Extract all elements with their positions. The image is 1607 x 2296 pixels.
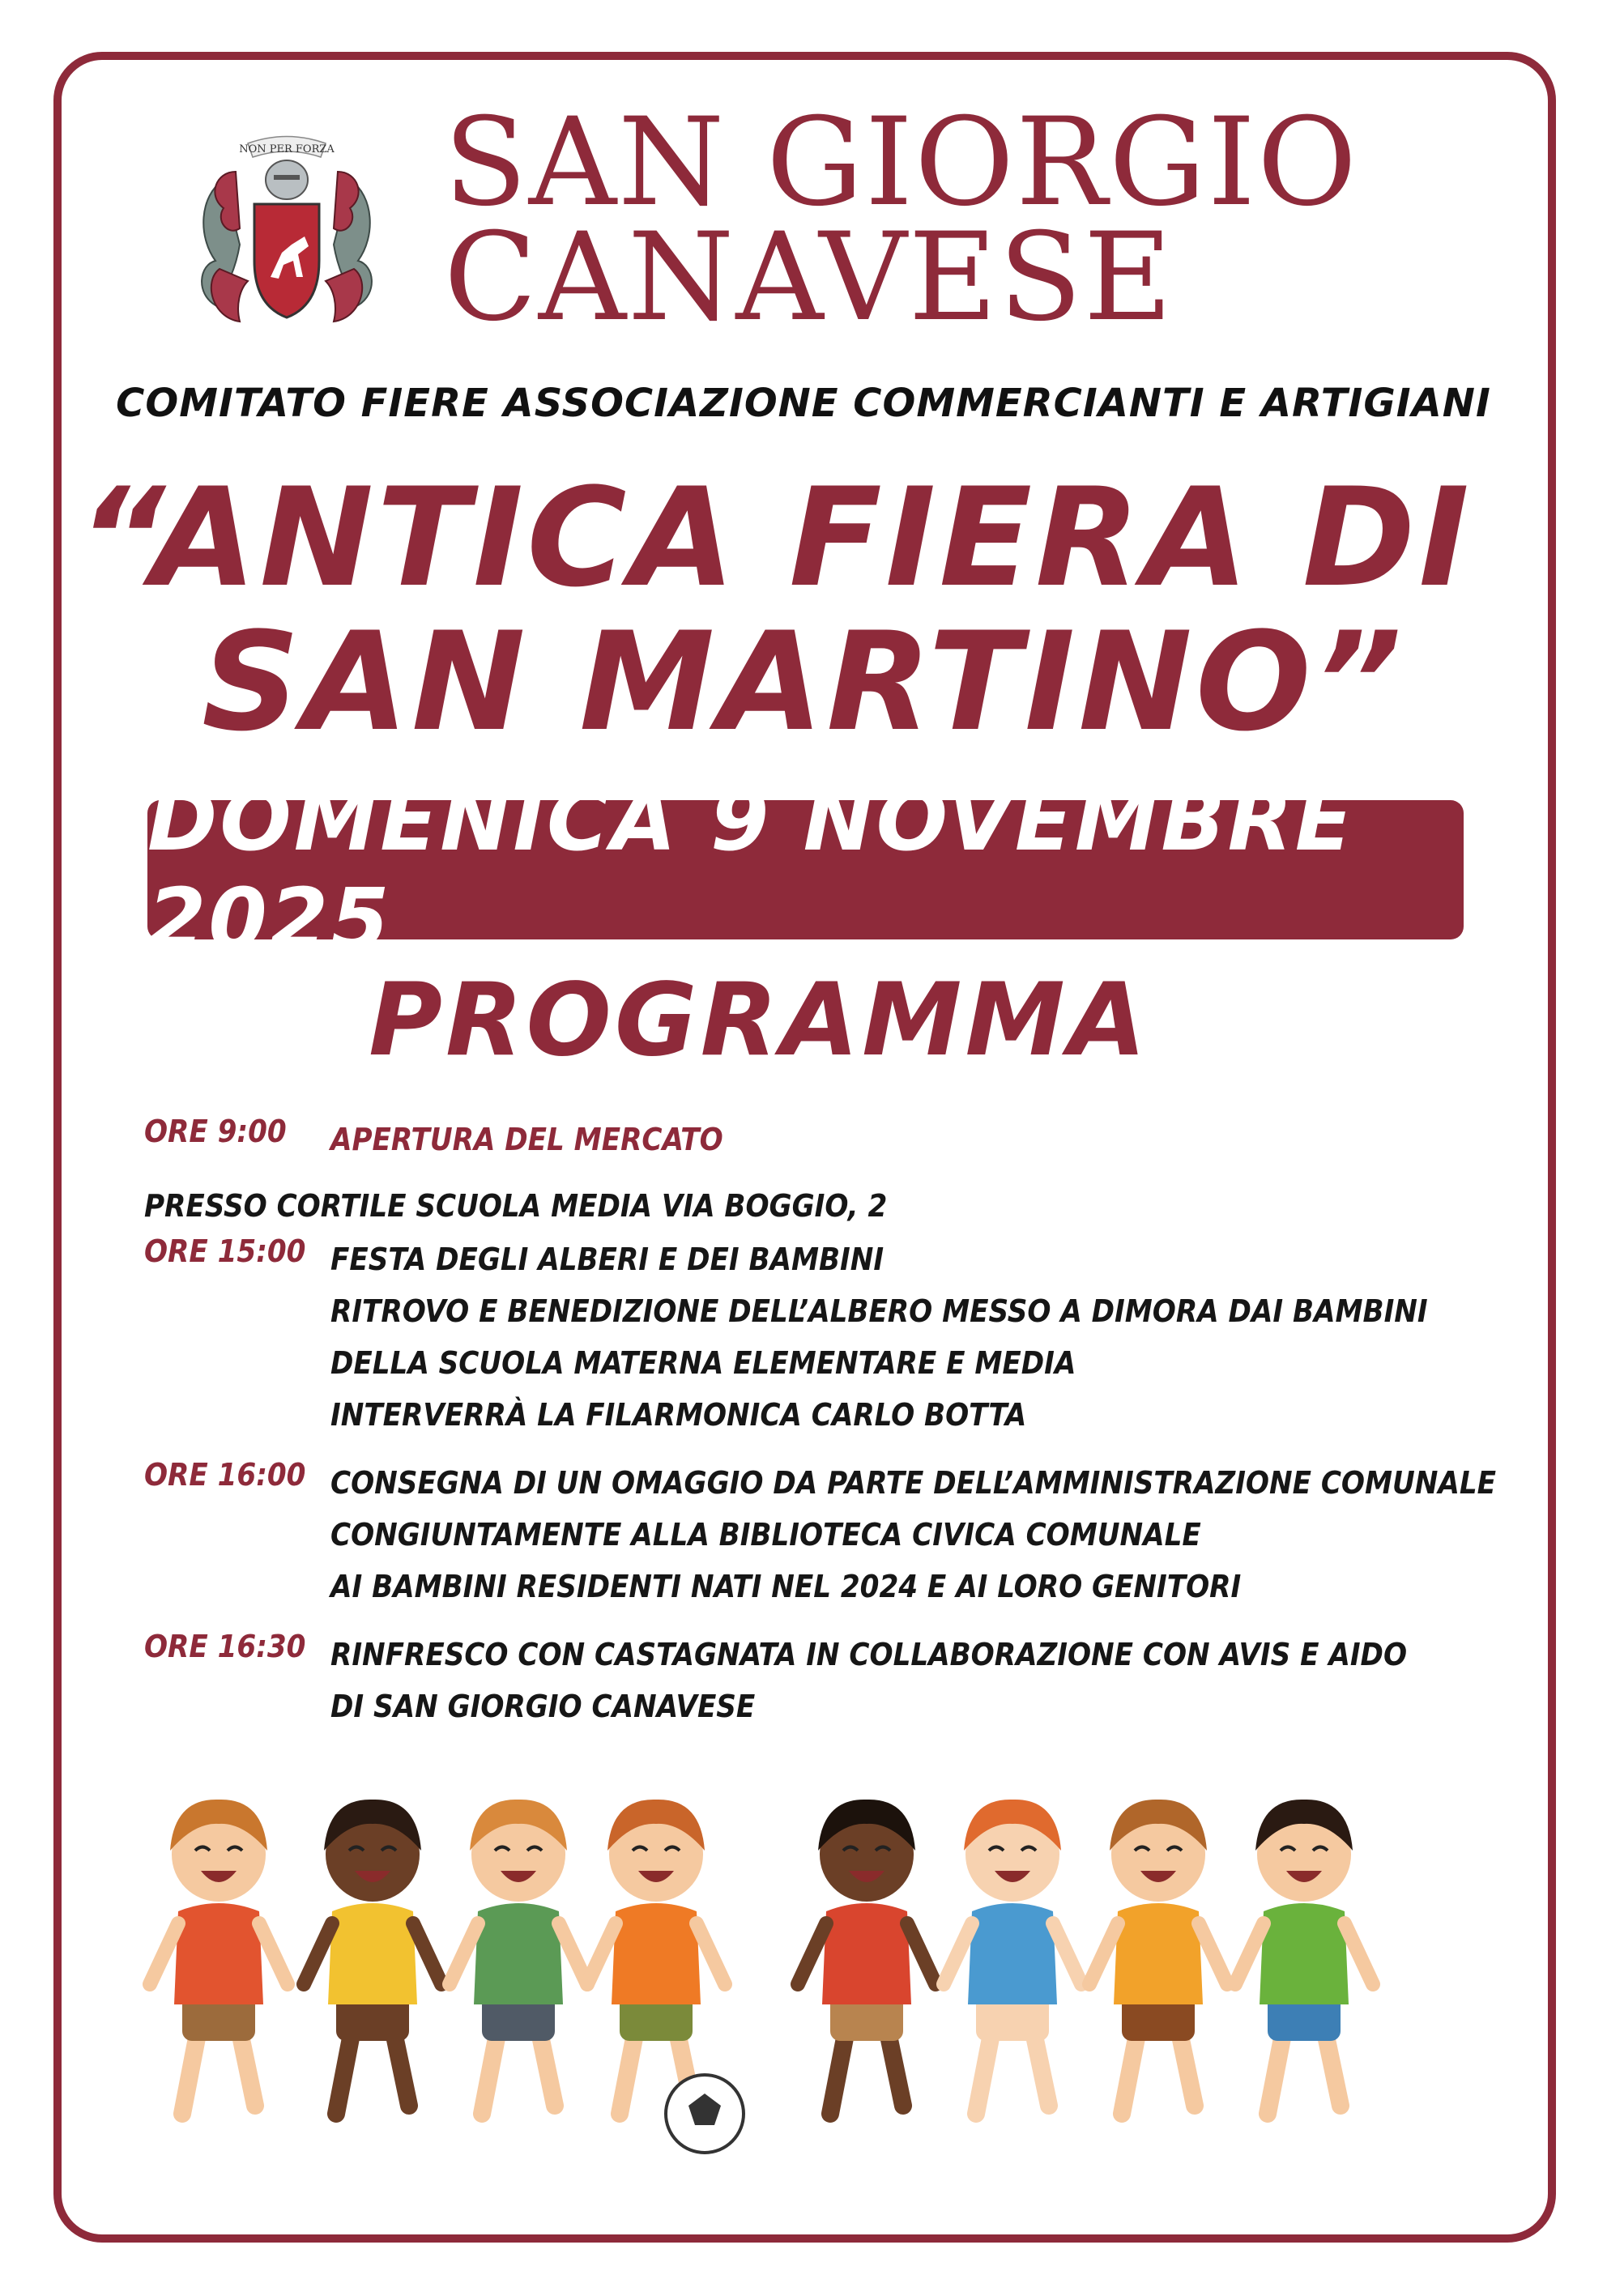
event-title-line2: SAN MARTINO” bbox=[202, 603, 1405, 761]
child-figure bbox=[1235, 1800, 1373, 2114]
child-figure bbox=[944, 1800, 1081, 2114]
child-figure bbox=[450, 1800, 587, 2114]
program-item bbox=[144, 1114, 1537, 1165]
town-name-line2: CANAVESE bbox=[444, 207, 1174, 348]
child-figure bbox=[798, 1800, 936, 2114]
event-date-banner bbox=[147, 771, 1464, 969]
organizer-line: COMITATO FIERE ASSOCIAZIONE COMMERCIANTI E ARTIGIANI bbox=[116, 381, 1491, 426]
event-title-line1: “ANTICA FIERA DI bbox=[78, 458, 1473, 617]
program-venue: PRESSO CORTILE SCUOLA MEDIA VIA BOGGIO, 2 bbox=[144, 1188, 888, 1224]
program-schedule bbox=[144, 1114, 1537, 1732]
program-item bbox=[144, 1629, 1537, 1732]
child-figure bbox=[304, 1800, 441, 2114]
event-title bbox=[0, 458, 1607, 761]
program-time: ORE 16:00 bbox=[144, 1457, 306, 1493]
crest-motto: NON PER FORZA bbox=[239, 143, 335, 155]
running-children-illustration bbox=[138, 1766, 1474, 2170]
program-line: DELLA SCUOLA MATERNA ELEMENTARE E MEDIA bbox=[330, 1345, 1076, 1381]
program-line: CONSEGNA DI UN OMAGGIO DA PARTE DELL’AMMINISTRAZIONE COMUNALE bbox=[330, 1465, 1496, 1501]
program-line: APERTURA DEL MERCATO bbox=[330, 1122, 723, 1157]
child-figure bbox=[587, 1800, 725, 2114]
program-time: ORE 9:00 bbox=[144, 1114, 287, 1149]
coat-of-arms-icon bbox=[191, 123, 382, 334]
program-line: CONGIUNTAMENTE ALLA BIBLIOTECA CIVICA COMUNALE bbox=[330, 1517, 1201, 1553]
program-line: DI SAN GIORGIO CANAVESE bbox=[330, 1689, 756, 1724]
program-line: AI BAMBINI RESIDENTI NATI NEL 2024 E AI LORO GENITORI bbox=[330, 1569, 1242, 1604]
program-item bbox=[144, 1457, 1537, 1612]
town-name-line1: SAN GIORGIO bbox=[444, 92, 1359, 233]
program-line: INTERVERRÀ LA FILARMONICA CARLO BOTTA bbox=[330, 1397, 1027, 1433]
child-figure bbox=[1089, 1800, 1227, 2114]
program-line: FESTA DEGLI ALBERI E DEI BAMBINI bbox=[330, 1242, 884, 1277]
event-date: DOMENICA 9 NOVEMBRE 2025 bbox=[147, 771, 1355, 969]
program-time: ORE 16:30 bbox=[144, 1629, 306, 1664]
program-item bbox=[144, 1233, 1537, 1441]
program-line: RITROVO E BENEDIZIONE DELL’ALBERO MESSO A DIMORA DAI BAMBINI bbox=[330, 1293, 1428, 1329]
program-time: ORE 15:00 bbox=[144, 1233, 306, 1269]
town-name bbox=[444, 92, 1359, 348]
child-figure bbox=[150, 1800, 288, 2114]
program-line: RINFRESCO CON CASTAGNATA IN COLLABORAZIONE CON AVIS E AIDO bbox=[330, 1637, 1407, 1672]
program-heading: PROGRAMMA bbox=[369, 962, 1149, 1079]
soccer-ball-icon bbox=[666, 2075, 744, 2153]
